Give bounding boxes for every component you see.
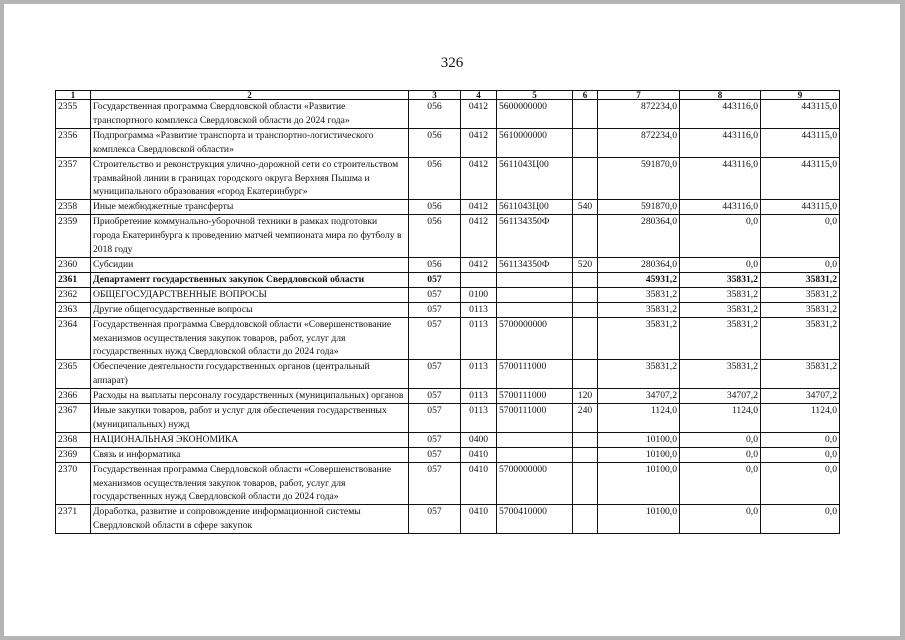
section-code: 0412 [461,215,497,258]
table-row [56,404,840,433]
department-code: 056 [409,157,461,200]
expense-name: Подпрограмма «Развитие транспорта и транспортно-логистического комплекса Свердловской области» [91,128,409,157]
target-article-code: 561134350Ф [497,215,573,258]
target-article-code [497,432,573,447]
expense-type-code: 540 [573,200,598,215]
expense-type-code: 520 [573,257,598,272]
department-code: 056 [409,215,461,258]
row-number: 2355 [56,100,91,129]
amount-col7: 872234,0 [598,128,680,157]
target-article-code: 5600000000 [497,100,573,129]
column-header: 9 [761,91,840,100]
table-row [56,505,840,534]
table-row [56,462,840,505]
amount-col9: 35831,2 [761,317,840,360]
target-article-code [497,287,573,302]
document-page [4,4,900,636]
department-code: 056 [409,257,461,272]
table-row [56,389,840,404]
expense-name: Субсидии [91,257,409,272]
amount-col9: 34707,2 [761,389,840,404]
column-header: 2 [91,91,409,100]
expense-type-code [573,505,598,534]
expense-name: Строительство и реконструкция улично-дорожной сети со строительством трамвайной линии в границах городского округа Верхняя Пышма и муниципального образования «город Екатеринбург» [91,157,409,200]
amount-col8: 35831,2 [680,287,761,302]
expense-type-code [573,302,598,317]
amount-col9: 443115,0 [761,200,840,215]
amount-col9: 443115,0 [761,100,840,129]
column-header: 6 [573,91,598,100]
amount-col8: 0,0 [680,215,761,258]
section-code: 0113 [461,404,497,433]
row-number: 2363 [56,302,91,317]
row-number: 2368 [56,432,91,447]
target-article-code: 5700000000 [497,462,573,505]
target-article-code [497,272,573,287]
amount-col7: 10100,0 [598,462,680,505]
amount-col8: 35831,2 [680,302,761,317]
expense-type-code [573,447,598,462]
amount-col8: 34707,2 [680,389,761,404]
row-number: 2371 [56,505,91,534]
column-header: 4 [461,91,497,100]
amount-col8: 443116,0 [680,128,761,157]
expense-name: Государственная программа Свердловской области «Совершенствование механизмов осуществления закупок товаров, работ, услуг для государственных нужд Свердловской области до 2024 года» [91,317,409,360]
expense-name: Доработка, развитие и сопровождение информационной системы Свердловской области в сфере закупок [91,505,409,534]
amount-col7: 10100,0 [598,447,680,462]
table-row [56,100,840,129]
section-code: 0100 [461,287,497,302]
expense-type-code [573,272,598,287]
column-header: 7 [598,91,680,100]
header-row [56,91,840,100]
amount-col8: 0,0 [680,432,761,447]
department-code: 057 [409,317,461,360]
amount-col7: 10100,0 [598,432,680,447]
budget-table [55,90,840,534]
table-row [56,360,840,389]
department-code: 056 [409,200,461,215]
amount-col9: 443115,0 [761,128,840,157]
column-header: 8 [680,91,761,100]
amount-col8: 443116,0 [680,200,761,215]
expense-name: Иные закупки товаров, работ и услуг для обеспечения государственных (муниципальных) нужд [91,404,409,433]
department-code: 056 [409,128,461,157]
amount-col8: 35831,2 [680,317,761,360]
table-row [56,447,840,462]
expense-type-code [573,128,598,157]
amount-col9: 0,0 [761,432,840,447]
expense-type-code [573,157,598,200]
target-article-code: 5610000000 [497,128,573,157]
expense-name: Иные межбюджетные трансферты [91,200,409,215]
page-number: 326 [440,55,464,71]
amount-col7: 872234,0 [598,100,680,129]
section-code: 0113 [461,360,497,389]
amount-col7: 34707,2 [598,389,680,404]
table-row [56,287,840,302]
column-header: 5 [497,91,573,100]
amount-col8: 443116,0 [680,157,761,200]
amount-col8: 0,0 [680,447,761,462]
expense-name: Связь и информатика [91,447,409,462]
expense-name: Обеспечение деятельности государственных органов (центральный аппарат) [91,360,409,389]
target-article-code: 5611043Ц00 [497,157,573,200]
amount-col9: 0,0 [761,215,840,258]
amount-col9: 35831,2 [761,302,840,317]
section-code: 0410 [461,462,497,505]
amount-col9: 0,0 [761,447,840,462]
amount-col8: 0,0 [680,257,761,272]
target-article-code: 5700000000 [497,317,573,360]
amount-col7: 591870,0 [598,157,680,200]
row-number: 2365 [56,360,91,389]
row-number: 2367 [56,404,91,433]
row-number: 2369 [56,447,91,462]
department-code: 057 [409,287,461,302]
target-article-code: 5700111000 [497,360,573,389]
expense-name: ОБЩЕГОСУДАРСТВЕННЫЕ ВОПРОСЫ [91,287,409,302]
expense-type-code [573,360,598,389]
table-row [56,317,840,360]
amount-col7: 10100,0 [598,505,680,534]
row-number: 2358 [56,200,91,215]
amount-col7: 280364,0 [598,215,680,258]
column-header: 1 [56,91,91,100]
expense-name: Государственная программа Свердловской области «Развитие транспортного комплекса Свердловской области до 2024 года» [91,100,409,129]
expense-name: НАЦИОНАЛЬНАЯ ЭКОНОМИКА [91,432,409,447]
table-row [56,302,840,317]
expense-type-code [573,317,598,360]
table-row [56,157,840,200]
amount-col7: 35831,2 [598,302,680,317]
target-article-code: 561134350Ф [497,257,573,272]
department-code: 057 [409,432,461,447]
amount-col9: 0,0 [761,505,840,534]
target-article-code [497,447,573,462]
expense-name: Департамент государственных закупок Свердловской области [91,272,409,287]
table-row [56,215,840,258]
amount-col8: 0,0 [680,462,761,505]
expense-name: Расходы на выплаты персоналу государственных (муниципальных) органов [91,389,409,404]
expense-type-code [573,462,598,505]
amount-col7: 35831,2 [598,287,680,302]
amount-col7: 35831,2 [598,317,680,360]
target-article-code [497,302,573,317]
section-code: 0113 [461,302,497,317]
table-row [56,200,840,215]
target-article-code: 5700410000 [497,505,573,534]
department-code: 057 [409,404,461,433]
amount-col9: 0,0 [761,462,840,505]
expense-type-code: 240 [573,404,598,433]
section-code: 0113 [461,317,497,360]
expense-type-code [573,100,598,129]
amount-col8: 443116,0 [680,100,761,129]
amount-col8: 35831,2 [680,360,761,389]
row-number: 2360 [56,257,91,272]
section-code: 0412 [461,128,497,157]
section-code [461,272,497,287]
row-number: 2359 [56,215,91,258]
row-number: 2364 [56,317,91,360]
amount-col8: 0,0 [680,505,761,534]
target-article-code: 5700111000 [497,389,573,404]
amount-col7: 591870,0 [598,200,680,215]
table-row [56,128,840,157]
row-number: 2357 [56,157,91,200]
row-number: 2356 [56,128,91,157]
amount-col9: 1124,0 [761,404,840,433]
amount-col7: 35831,2 [598,360,680,389]
amount-col9: 0,0 [761,257,840,272]
amount-col8: 1124,0 [680,404,761,433]
amount-col9: 35831,2 [761,287,840,302]
section-code: 0412 [461,200,497,215]
department-code: 057 [409,447,461,462]
department-code: 056 [409,100,461,129]
expense-type-code [573,432,598,447]
department-code: 057 [409,389,461,404]
amount-col7: 1124,0 [598,404,680,433]
table-row [56,432,840,447]
target-article-code: 5700111000 [497,404,573,433]
table-row [56,272,840,287]
amount-col9: 443115,0 [761,157,840,200]
section-code: 0410 [461,505,497,534]
expense-type-code: 120 [573,389,598,404]
section-code: 0412 [461,157,497,200]
department-code: 057 [409,505,461,534]
department-code: 057 [409,360,461,389]
expense-type-code [573,287,598,302]
department-code: 057 [409,272,461,287]
amount-col7: 280364,0 [598,257,680,272]
expense-name: Приобретение коммунально-уборочной техники в рамках подготовки города Екатеринбурга к проведению матчей чемпионата мира по футболу в 2018 году [91,215,409,258]
expense-name: Государственная программа Свердловской области «Совершенствование механизмов осуществления закупок товаров, работ, услуг для государственных нужд Свердловской области до 2024 года» [91,462,409,505]
row-number: 2362 [56,287,91,302]
table-row [56,257,840,272]
target-article-code: 5611043Ц00 [497,200,573,215]
row-number: 2370 [56,462,91,505]
expense-name: Другие общегосударственные вопросы [91,302,409,317]
amount-col9: 35831,2 [761,272,840,287]
amount-col7: 45931,2 [598,272,680,287]
section-code: 0410 [461,447,497,462]
expense-type-code [573,215,598,258]
section-code: 0412 [461,257,497,272]
row-number: 2361 [56,272,91,287]
section-code: 0113 [461,389,497,404]
amount-col8: 35831,2 [680,272,761,287]
department-code: 057 [409,462,461,505]
section-code: 0400 [461,432,497,447]
department-code: 057 [409,302,461,317]
section-code: 0412 [461,100,497,129]
row-number: 2366 [56,389,91,404]
amount-col9: 35831,2 [761,360,840,389]
column-header: 3 [409,91,461,100]
